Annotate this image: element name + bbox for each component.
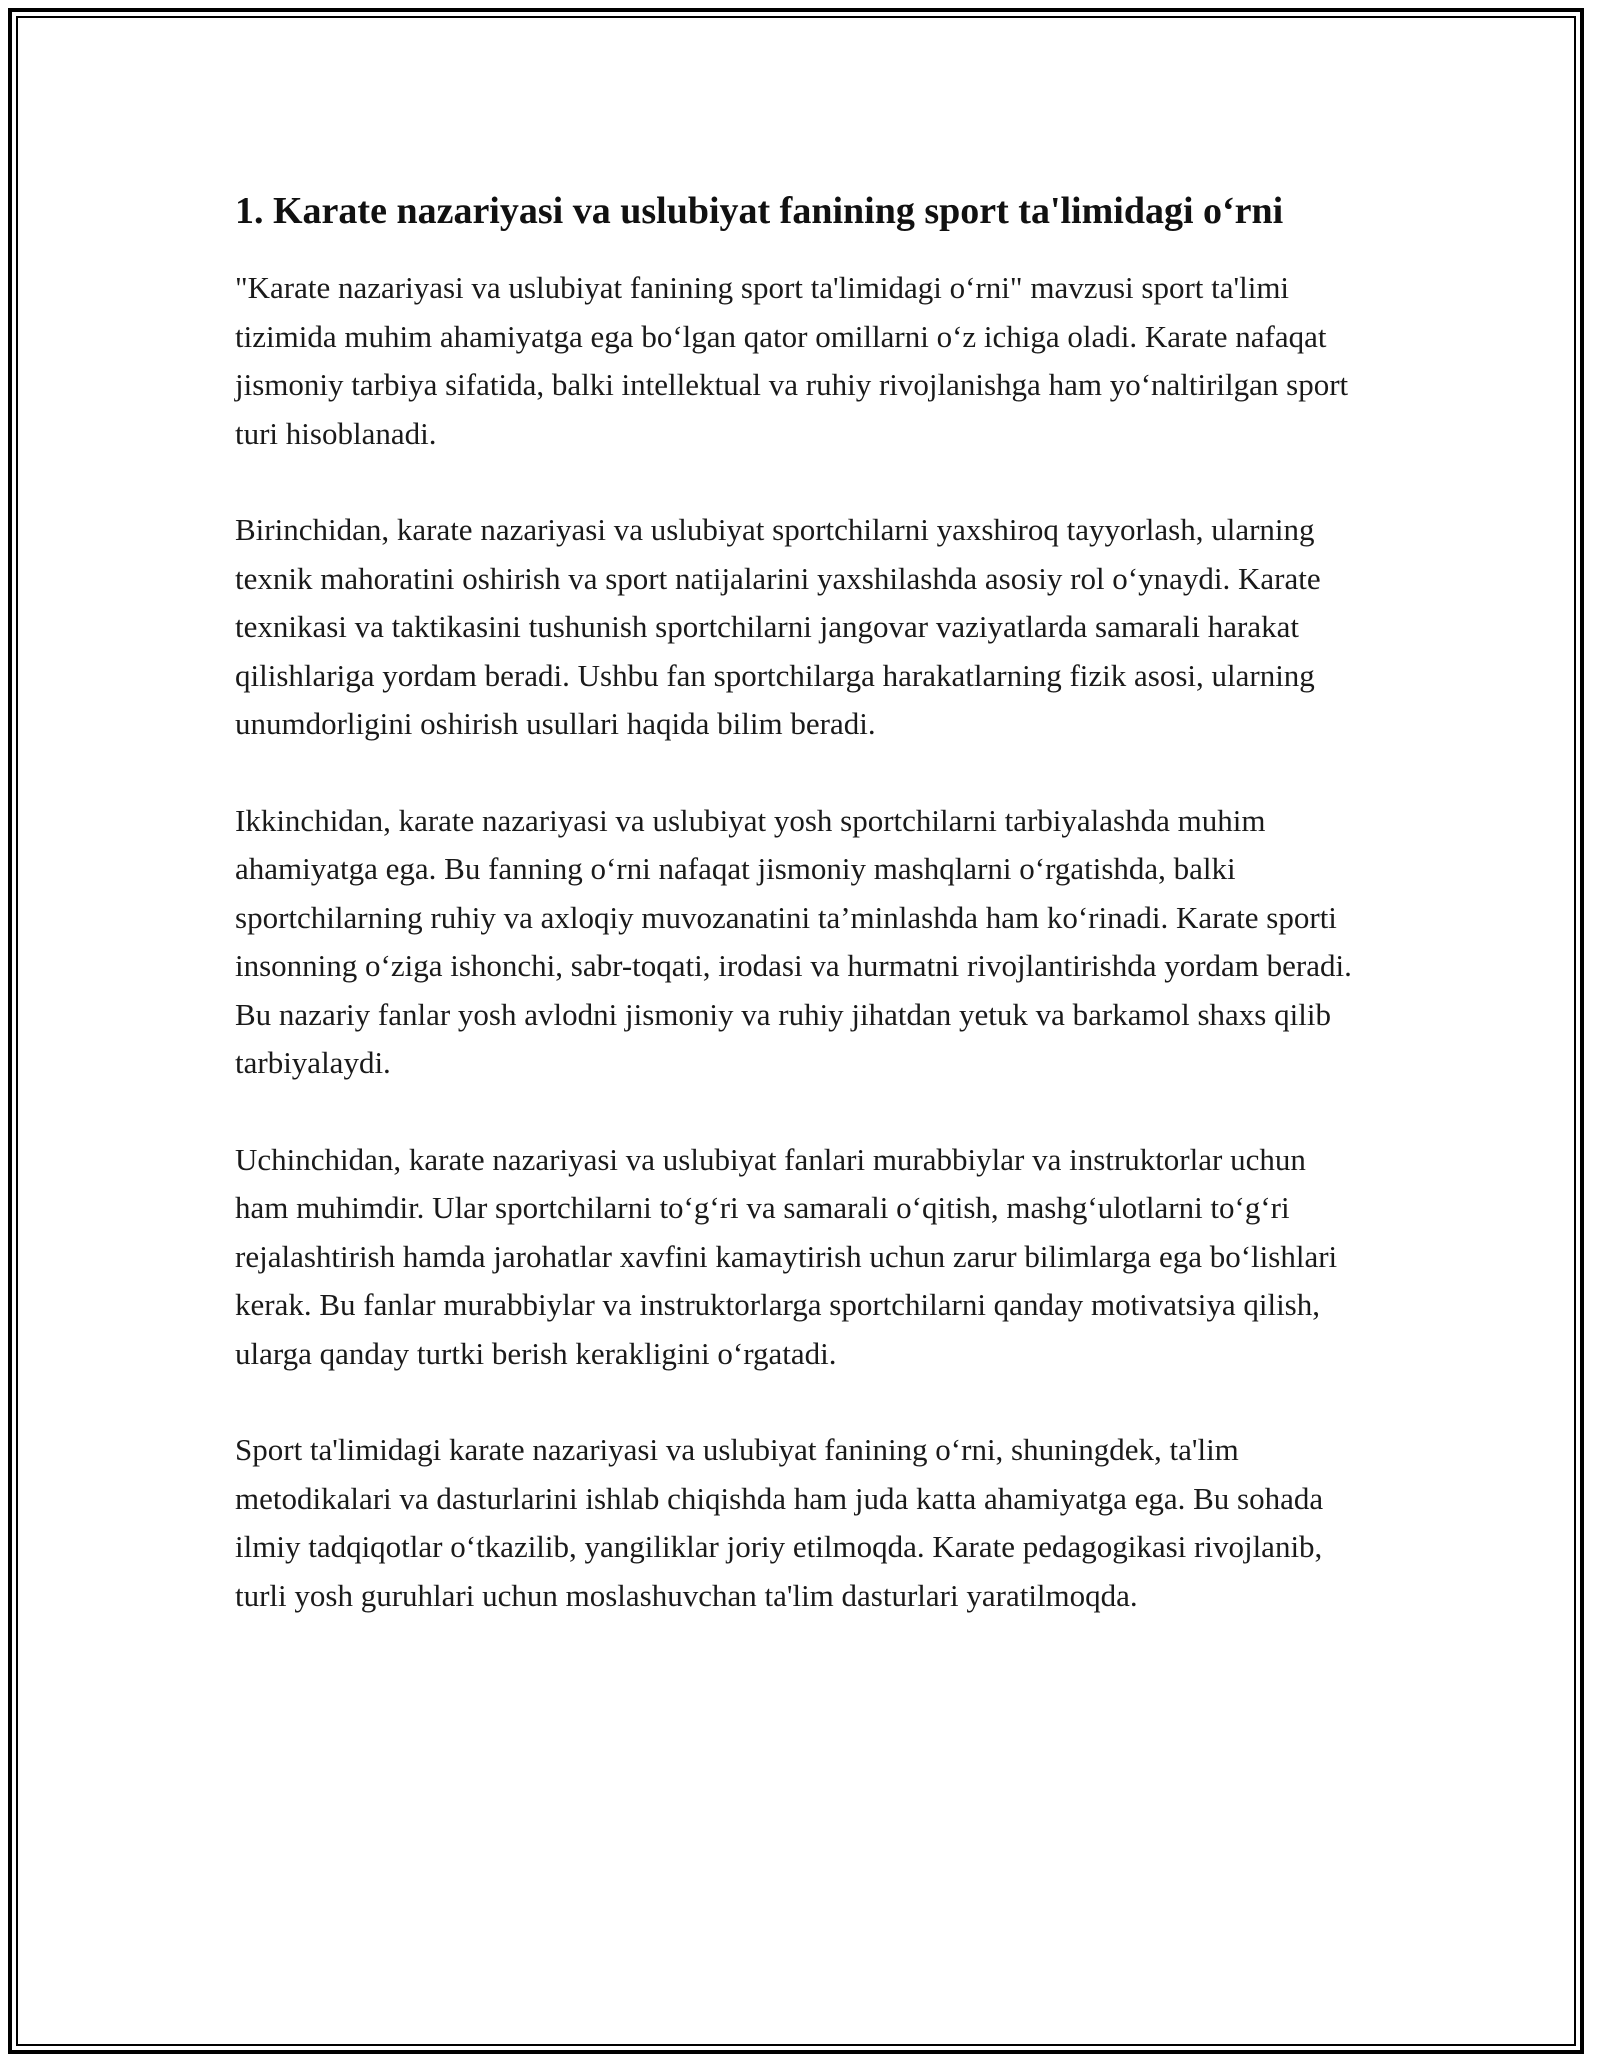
paragraph-first: Birinchidan, karate nazariyasi va uslubiyat sportchilarni yaxshiroq tayyorlash, ularning texnik mahoratini oshirish va sport natijalarini yaxshilashda asosiy rol o‘ynaydi. Karate texnikasi va taktikasini tushunish sportchilarni jangovar vaziyatlarda samarali harakat qilishlariga yordam beradi. Ushbu fan sportchilarga harakatlarning fizik asosi, ularning unumdorligini oshirish usullari haqida bilim beradi. [235, 512, 1321, 741]
document-body [235, 186, 1355, 1668]
paragraph-intro: "Karate nazariyasi va uslubiyat fanining sport ta'limidagi o‘rni" mavzusi sport ta'limi tizimida muhim ahamiyatga ega bo‘lgan qator omillarni o‘z ichiga oladi. Karate nafaqat jismoniy tarbiya sifatida, balki intellektual va ruhiy rivojlanishga ham yo‘naltirilgan sport turi hisoblanadi. [235, 270, 1349, 451]
paragraph-conclusion: Sport ta'limidagi karate nazariyasi va uslubiyat fanining o‘rni, shuningdek, ta'lim metodikalari va dasturlarini ishlab chiqishda ham juda katta ahamiyatga ega. Bu sohada ilmiy tadqiqotlar o‘tkazilib, yangiliklar joriy etilmoqda. Karate pedagogikasi rivojlanib, turli yosh guruhlari uchun moslashuvchan ta'lim dasturlari yaratilmoqda. [235, 1432, 1324, 1613]
section-title: 1. Karate nazariyasi va uslubiyat fanining sport ta'limidagi o‘rni [235, 190, 1284, 232]
paragraph-third: Uchinchidan, karate nazariyasi va uslubiyat fanlari murabbiylar va instruktorlar uchun ham muhimdir. Ular sportchilarni to‘g‘ri va samarali o‘qitish, mashg‘ulotlarni to‘g‘ri rejalashtirish hamda jarohatlar xavfini kamaytirish uchun zarur bilimlarga ega bo‘lishlari kerak. Bu fanlar murabbiylar va instruktorlarga sportchilarni qanday motivatsiya qilish, ularga qanday turtki berish kerakligini o‘rgatadi. [235, 1141, 1338, 1371]
paragraph-second: Ikkinchidan, karate nazariyasi va uslubiyat yosh sportchilarni tarbiyalashda muhim ahamiyatga ega. Bu fanning o‘rni nafaqat jismoniy mashqlarni o‘rgatishda, balki sportchilarning ruhiy va axloqiy muvozanatini ta’minlashda ham ko‘rinadi. Karate sporti insonning o‘ziga ishonchi, sabr-toqati, irodasi va hurmatni rivojlantirishda yordam beradi. Bu nazariy fanlar yosh avlodni jismoniy va ruhiy jihatdan yetuk va barkamol shaxs qilib tarbiyalaydi. [235, 802, 1352, 1080]
